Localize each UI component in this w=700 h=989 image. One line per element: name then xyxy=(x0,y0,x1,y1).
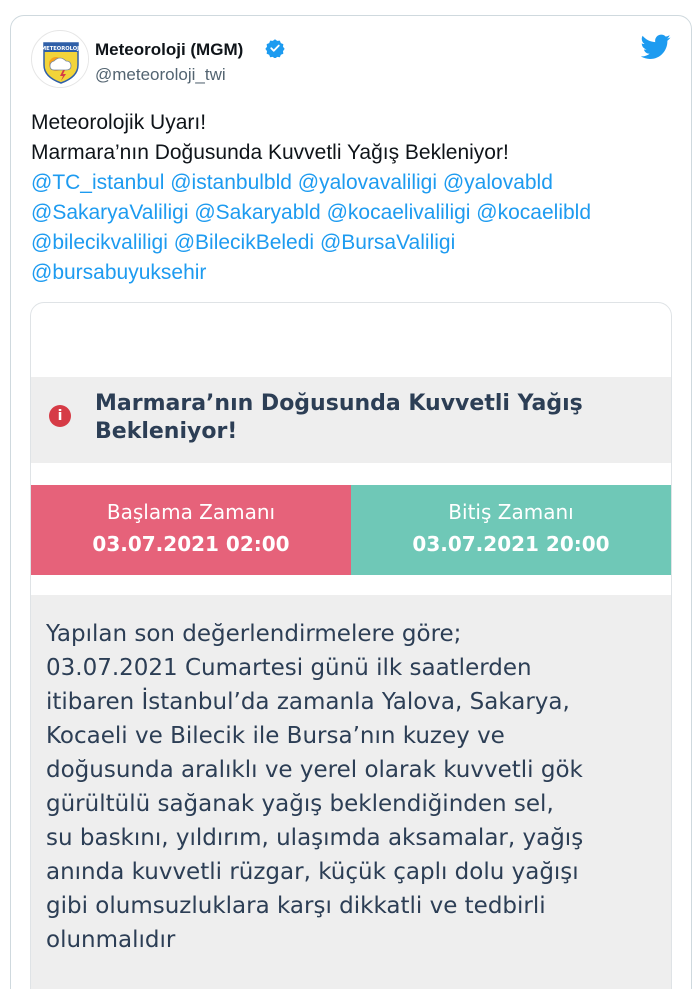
mention-link[interactable]: @kocaelibld xyxy=(476,201,592,224)
mention-link[interactable]: @BilecikBeledi xyxy=(173,231,315,254)
time-row xyxy=(31,485,671,575)
alert-body xyxy=(31,595,671,989)
alert-body-line: 03.07.2021 Cumartesi günü ilk saatlerden xyxy=(46,655,532,681)
mention-link[interactable]: @TC_istanbul xyxy=(31,171,165,194)
mention-link[interactable]: @bilecikvaliligi xyxy=(31,231,168,254)
alert-title-line: Marmara’nın Doğusunda Kuvvetli Yağış xyxy=(95,391,583,416)
mention-link[interactable]: @BursaValiligi xyxy=(319,231,456,254)
end-time-value: 03.07.2021 20:00 xyxy=(412,532,610,556)
mention-link[interactable]: @Sakaryabld xyxy=(194,201,321,224)
twitter-bird-icon[interactable] xyxy=(641,34,671,60)
alert-body-line: anında kuvvetli rüzgar, küçük çaplı dolu yağışı xyxy=(46,859,579,885)
mention-link[interactable]: @yalovabld xyxy=(442,171,553,194)
alert-body-line: Kocaeli ve Bilecik ile Bursa’nın kuzey ve xyxy=(46,723,505,749)
tweet-text-line: Meteorolojik Uyarı! xyxy=(31,111,207,134)
tweet-text-line: Marmara’nın Doğusunda Kuvvetli Yağış Bekleniyor! xyxy=(31,141,509,164)
mentions-line xyxy=(31,198,681,228)
svg-text:METEOROLOJİ: METEOROLOJİ xyxy=(41,46,81,52)
tweet-text xyxy=(31,108,681,288)
alert-body-line: itibaren İstanbul’da zamanla Yalova, Sakarya, xyxy=(46,689,570,715)
start-time-box xyxy=(31,485,351,575)
mention-link[interactable]: @bursabuyuksehir xyxy=(31,261,207,284)
verified-badge-icon xyxy=(265,38,285,58)
mentions-line xyxy=(31,258,681,288)
alert-body-line: olunmalıdır xyxy=(46,927,176,953)
alert-header xyxy=(31,377,671,463)
avatar[interactable] xyxy=(31,30,89,88)
mention-link[interactable]: @SakaryaValiligi xyxy=(31,201,189,224)
mentions-line xyxy=(31,228,681,258)
alert-body-line: Yapılan son değerlendirmelere göre; xyxy=(46,621,462,647)
start-time-label: Başlama Zamanı xyxy=(106,500,276,524)
mentions-line xyxy=(31,168,681,198)
start-time-value: 03.07.2021 02:00 xyxy=(92,532,290,556)
end-time-label: Bitiş Zamanı xyxy=(448,500,574,524)
alert-info-icon: i xyxy=(49,405,71,427)
end-time-box xyxy=(351,485,671,575)
user-handle[interactable]: @meteoroloji_twi xyxy=(95,65,226,84)
alert-body-line: su baskını, yıldırım, ulaşımda aksamalar, yağış xyxy=(46,825,584,851)
alert-title xyxy=(95,390,635,446)
alert-body-line: doğusunda aralıklı ve yerel olarak kuvvetli gök xyxy=(46,757,583,783)
tweet-card xyxy=(10,15,692,989)
mgm-logo-icon xyxy=(32,31,89,88)
mention-link[interactable]: @istanbulbld xyxy=(170,171,292,194)
alert-image-card[interactable] xyxy=(30,302,672,989)
alert-title-line: Bekleniyor! xyxy=(95,419,238,444)
display-name[interactable]: Meteoroloji (MGM) xyxy=(95,40,244,59)
mention-link[interactable]: @yalovavaliligi xyxy=(297,171,438,194)
alert-body-line: gibi olumsuzluklara karşı dikkatli ve tedbirli xyxy=(46,893,546,919)
alert-body-line: gürültülü sağanak yağış beklendiğinden sel, xyxy=(46,791,554,817)
mention-link[interactable]: @kocaelivaliligi xyxy=(326,201,471,224)
alert-body-text xyxy=(46,617,666,957)
tweet-header xyxy=(11,16,691,96)
